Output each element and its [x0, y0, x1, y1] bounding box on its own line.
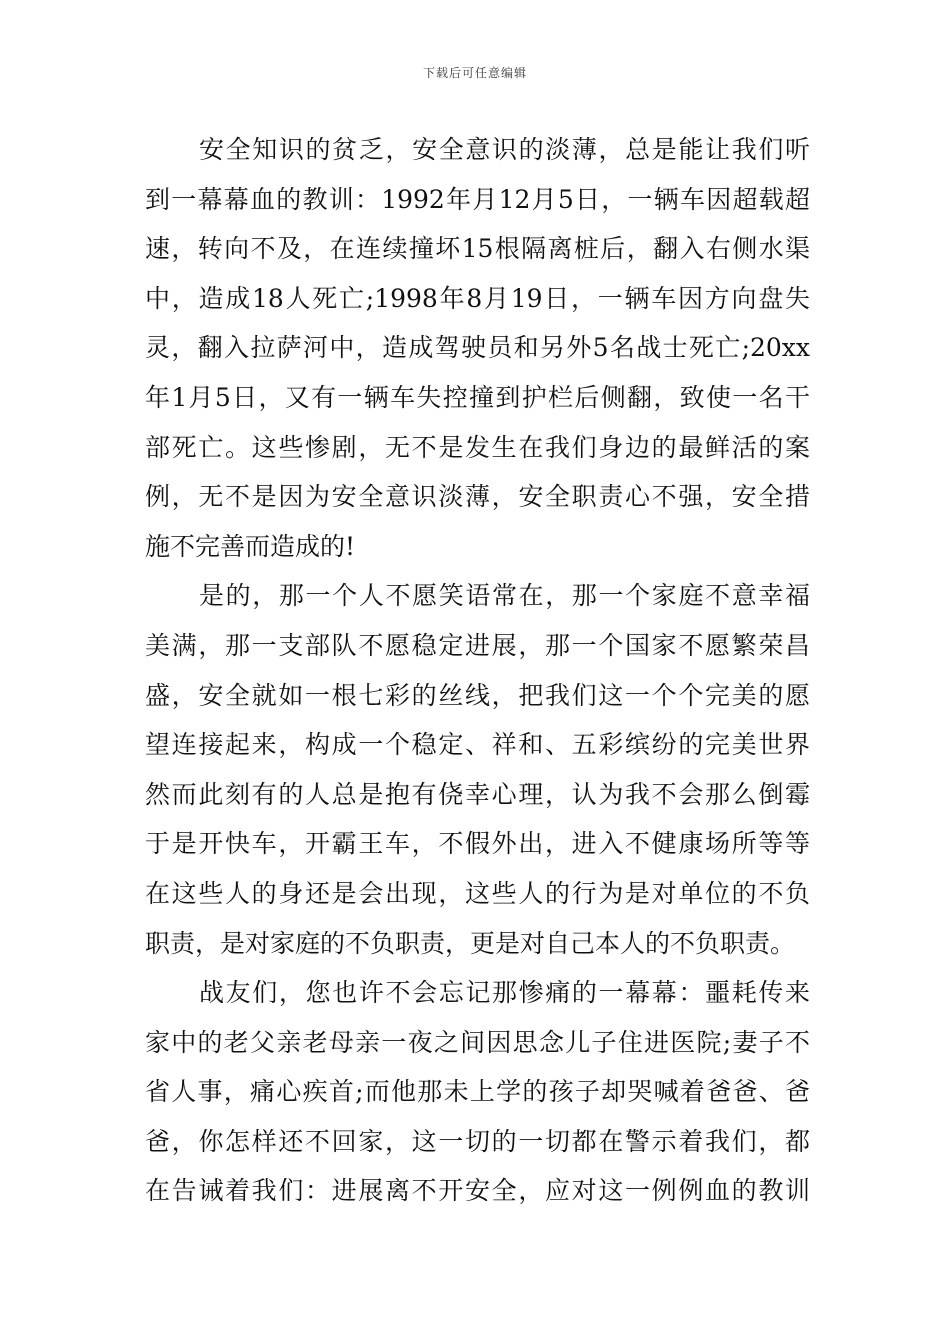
paragraph-line: 省人事，痛心疾首;而他那未上学的孩子却哭喊着爸爸、爸 [145, 1077, 810, 1107]
paragraph-line: 中，造成18人死亡;1998年8月19日，一辆车因方向盘失 [145, 283, 810, 313]
paragraph-line: 职责，是对家庭的不负职责，更是对自己本人的不负职责。 [145, 928, 796, 958]
paragraph-line: 战友们，您也许不会忘记那惨痛的一幕幕：噩耗传来 [199, 978, 810, 1008]
paragraph-line: 例，无不是因为安全意识淡薄，安全职责心不强，安全措 [145, 482, 810, 512]
paragraph-line: 年1月5日，又有一辆车失控撞到护栏后侧翻，致使一名干 [145, 382, 810, 412]
paragraph-3 [145, 968, 810, 1216]
paragraph-line: 到一幕幕血的教训：1992年月12月5日，一辆车因超载超 [145, 184, 810, 214]
page-header: 下载后可任意编辑 [422, 66, 527, 80]
paragraph-1 [145, 125, 810, 571]
paragraph-line: 安全知识的贫乏，安全意识的淡薄，总是能让我们听 [199, 135, 810, 164]
paragraph-line: 家中的老父亲老母亲一夜之间因思念儿子住进医院;妻子不 [145, 1027, 810, 1057]
paragraph-line: 于是开快车，开霸王车，不假外出，进入不健康场所等等 [145, 829, 810, 859]
paragraph-line: 部死亡。这些惨剧，无不是发生在我们身边的最鲜活的案 [145, 432, 810, 462]
paragraph-line: 速，转向不及，在连续撞坏15根隔离桩后，翻入右侧水渠 [145, 234, 810, 264]
paragraph-line: 爸，你怎样还不回家，这一切的一切都在警示着我们，都 [145, 1126, 810, 1156]
paragraph-line: 美满，那一支部队不愿稳定进展，那一个国家不愿繁荣昌 [145, 630, 810, 660]
paragraph-line: 灵，翻入拉萨河中，造成驾驶员和另外5名战士死亡;20xx [145, 333, 810, 363]
paragraph-2 [145, 571, 810, 968]
paragraph-line: 在这些人的身还是会出现，这些人的行为是对单位的不负 [145, 878, 810, 908]
paragraph-line: 盛，安全就如一根七彩的丝线，把我们这一个个完美的愿 [145, 680, 810, 710]
paragraph-line: 望连接起来，构成一个稳定、祥和、五彩缤纷的完美世界 [145, 730, 810, 760]
paragraph-line: 在告诫着我们：进展离不开安全，应对这一例例血的教训 [145, 1176, 810, 1206]
paragraph-line: 然而此刻有的人总是抱有侥幸心理，认为我不会那么倒霉 [145, 779, 810, 809]
paragraph-line: 施不完善而造成的! [145, 531, 356, 561]
document-body [145, 125, 810, 1216]
paragraph-line: 是的，那一个人不愿笑语常在，那一个家庭不意幸福 [199, 581, 810, 611]
